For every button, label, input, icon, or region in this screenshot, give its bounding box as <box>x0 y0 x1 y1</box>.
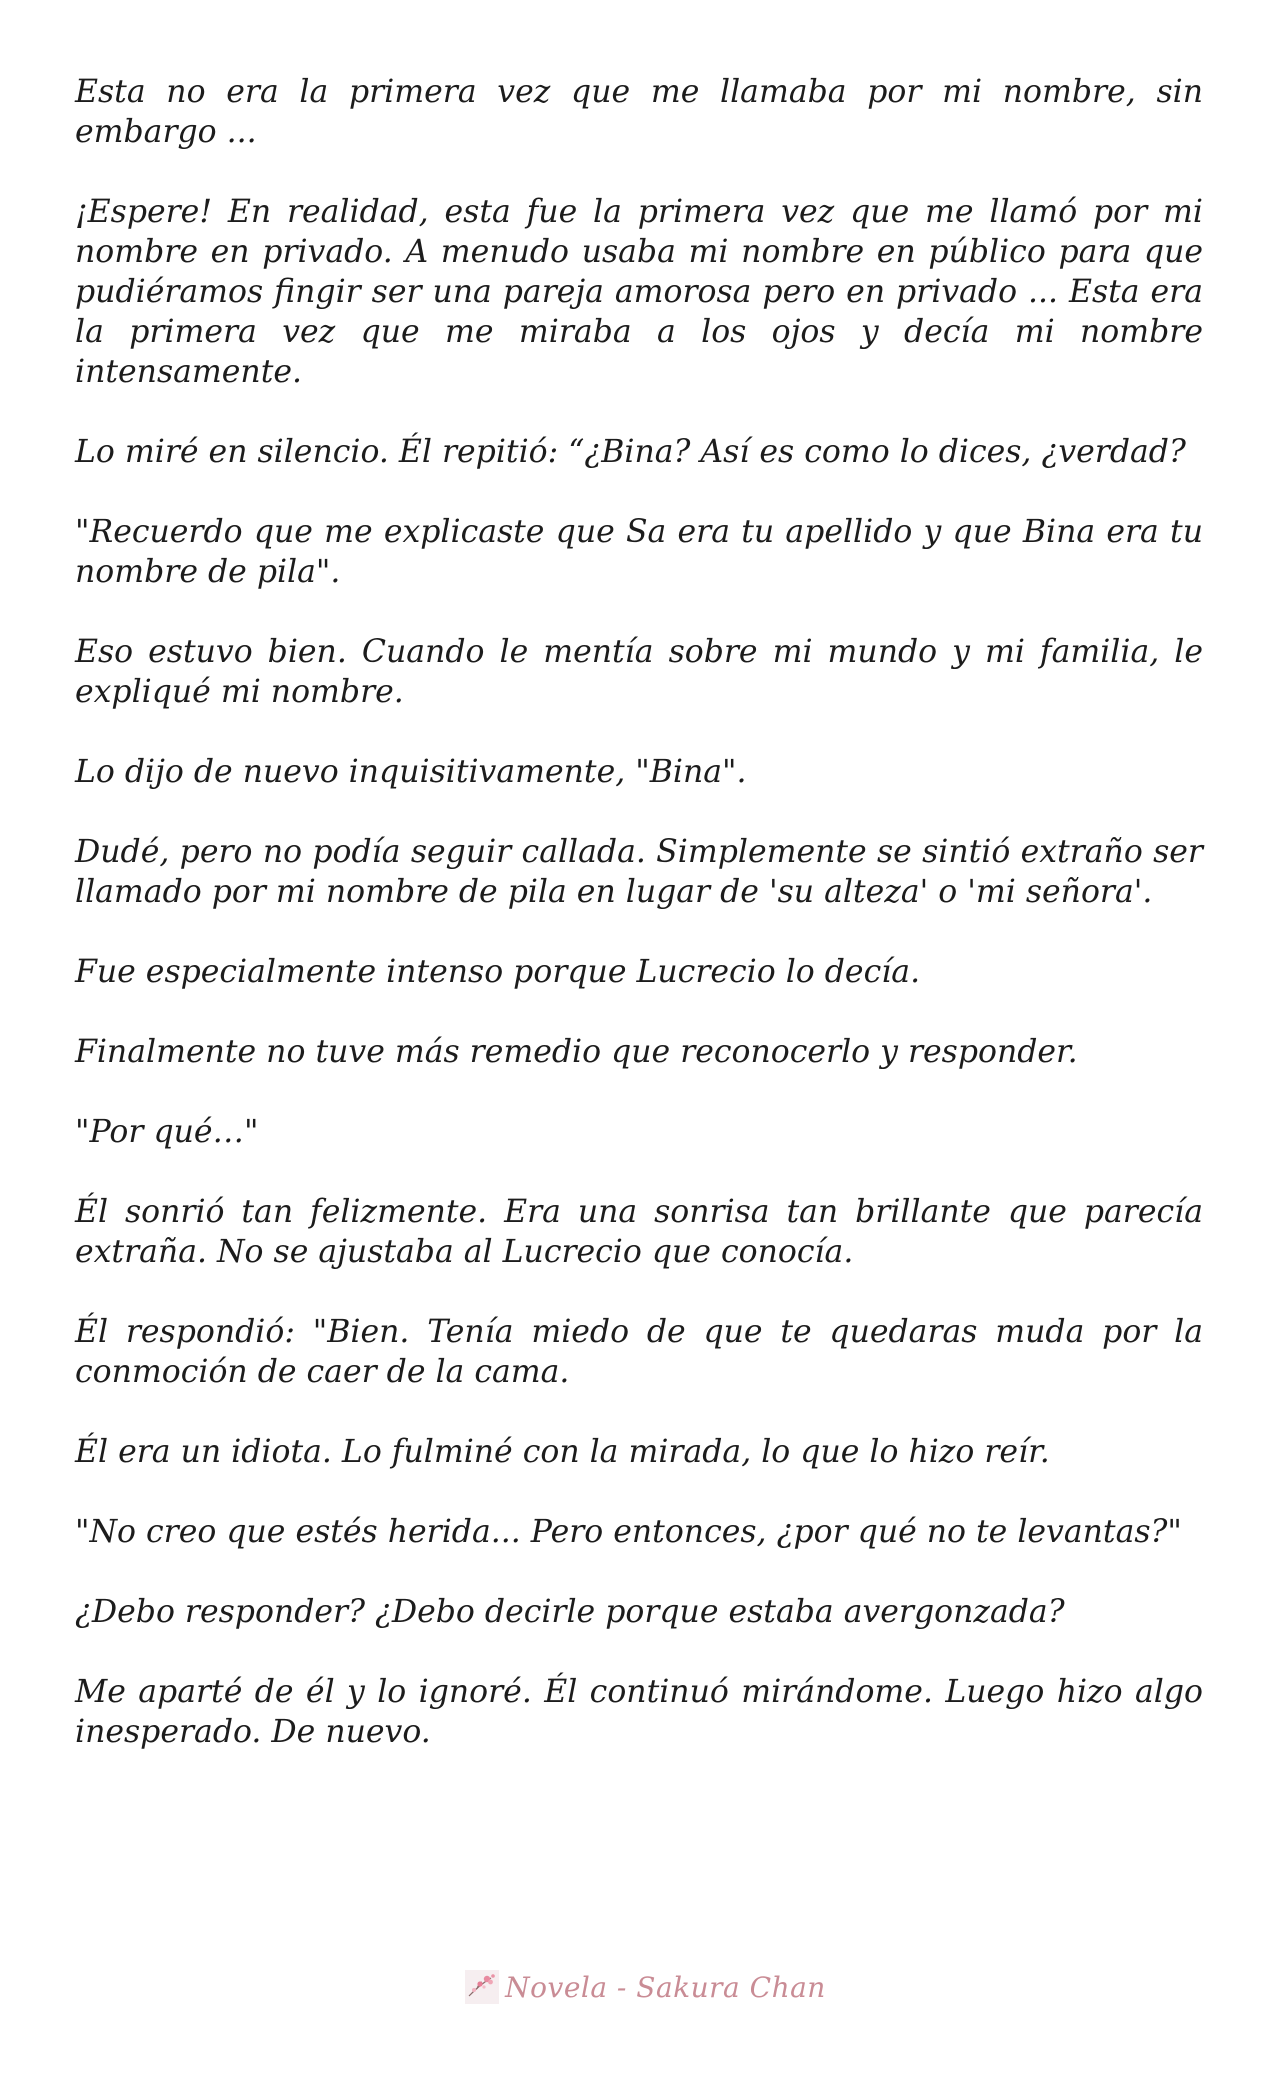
watermark-text: Novela - Sakura Chan <box>505 1970 826 2004</box>
paragraph-14: "No creo que estés herida... Pero entonces, ¿por qué no te levantas?" <box>75 1514 1182 1550</box>
paragraph-5: Eso estuvo bien. Cuando le mentía sobre mi mundo y mi familia, le expliqué mi nombre. <box>75 634 1203 710</box>
footer-watermark <box>0 1962 1275 2012</box>
paragraph-10: "Por qué…" <box>75 1114 259 1150</box>
paragraph-13: Él era un idiota. Lo fulminé con la mirada, lo que lo hizo reír. <box>75 1434 1050 1470</box>
sakura-blossom-icon <box>465 1970 499 2004</box>
paragraph-4: "Recuerdo que me explicaste que Sa era tu apellido y que Bina era tu nombre de pila". <box>75 514 1203 590</box>
paragraph-11: Él sonrió tan felizmente. Era una sonrisa tan brillante que parecía extraña. No se ajustaba al Lucrecio que conocía. <box>75 1194 1203 1270</box>
paragraph-6: Lo dijo de nuevo inquisitivamente, "Bina". <box>75 754 747 790</box>
paragraph-2: ¡Espere! En realidad, esta fue la primera vez que me llamó por mi nombre en privado. A menudo usaba mi nombre en público para que pudiéramos fingir ser una pareja amorosa pero en privado ... Esta era la primera vez que me miraba a los ojos y decía mi nombre intensamente. <box>75 194 1203 390</box>
paragraph-3: Lo miré en silencio. Él repitió: “¿Bina? Así es como lo dices, ¿verdad? <box>75 434 1186 470</box>
paragraph-7: Dudé, pero no podía seguir callada. Simplemente se sintió extraño ser llamado por mi nombre de pila en lugar de 'su alteza' o 'mi señora'. <box>75 834 1203 910</box>
paragraph-9: Finalmente no tuve más remedio que reconocerlo y responder. <box>75 1034 1078 1070</box>
text-body <box>75 72 1203 1792</box>
watermark-group <box>465 1970 826 2004</box>
paragraph-12: Él respondió: "Bien. Tenía miedo de que te quedaras muda por la conmoción de caer de la cama. <box>75 1314 1203 1390</box>
paragraph-1: Esta no era la primera vez que me llamaba por mi nombre, sin embargo ... <box>75 74 1203 150</box>
paragraph-8: Fue especialmente intenso porque Lucrecio lo decía. <box>75 954 921 990</box>
paragraph-16: Me aparté de él y lo ignoré. Él continuó mirándome. Luego hizo algo inesperado. De nuevo. <box>75 1674 1203 1750</box>
paragraph-15: ¿Debo responder? ¿Debo decirle porque estaba avergonzada? <box>75 1594 1065 1630</box>
